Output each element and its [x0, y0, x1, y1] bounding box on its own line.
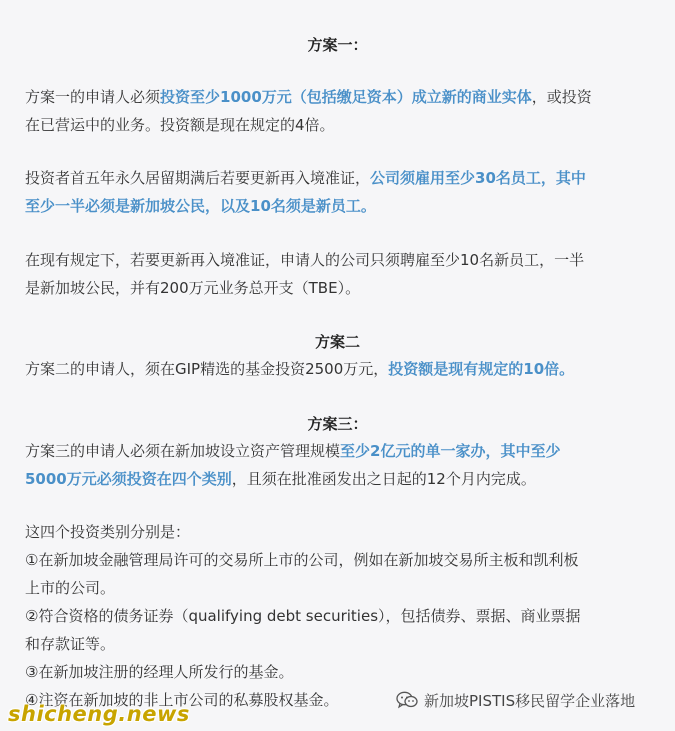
wechat-icon	[396, 691, 418, 709]
wechat-watermark	[396, 690, 635, 710]
plan3-heading: 方案三：	[307, 415, 368, 433]
plan1-highlight-employees: 公司须雇用至少30名员工，其中	[370, 169, 586, 187]
plan2-heading: 方案二	[314, 333, 360, 351]
site-watermark: shicheng.news	[8, 702, 190, 726]
categories-intro: 这四个投资类别分别是：	[25, 523, 191, 541]
wechat-account-name: 新加坡PISTIS移民留学企业落地	[424, 691, 636, 710]
plan2-line1: 方案二的申请人，须在GIP精选的基金投资2500万元，投资额是现有规定的10倍。	[25, 360, 575, 378]
plan1-highlight-citizens: 至少一半必须是新加坡公民，以及10名须是新员工。	[25, 197, 376, 215]
plan1-para2-line2	[25, 196, 665, 216]
plan1-heading: 方案一：	[307, 36, 368, 54]
plan3-line2: 5000万元必须投资在四个类别，且须在批准函发出之日起的12个月内完成。	[25, 470, 536, 488]
category-1-line2: 上市的公司。	[25, 579, 116, 597]
category-2-line2: 和存款证等。	[25, 635, 116, 653]
plan1-para1-line1: 方案一的申请人必须投资至少1000万元（包括缴足资本）成立新的商业实体，或投资	[25, 88, 592, 106]
plan1-para1-line2: 在已营运中的业务。投资额是现在规定的4倍。	[25, 116, 335, 134]
category-4: ④注资在新加坡的非上市公司的私募股权基金。	[25, 691, 339, 709]
plan3-highlight-categories: 5000万元必须投资在四个类别	[25, 470, 232, 488]
category-1-line1: ①在新加坡金融管理局许可的交易所上市的公司，例如在新加坡交易所主板和凯利板	[25, 551, 579, 569]
plan3-line1: 方案三的申请人必须在新加坡设立资产管理规模至少2亿元的单一家办，其中至少	[25, 442, 561, 460]
plan1-para3-line2: 是新加坡公民，并有200万元业务总开支（TBE）。	[25, 279, 361, 297]
plan1-para2-line1: 投资者首五年永久居留期满后若要更新再入境准证，公司须雇用至少30名员工，其中	[25, 169, 586, 187]
category-2-line1: ②符合资格的债务证券（qualifying debt securities），包括债券、票据、商业票据	[25, 607, 581, 625]
category-3: ③在新加坡注册的经理人所发行的基金。	[25, 663, 294, 681]
plan1-highlight-investment: 投资至少1000万元（包括缴足资本）成立新的商业实体	[160, 88, 532, 106]
plan2-highlight: 投资额是现有规定的10倍。	[388, 360, 575, 378]
plan3-highlight-office: 至少2亿元的单一家办，其中至少	[340, 442, 561, 460]
plan1-para3-line1: 在现有规定下，若要更新再入境准证，申请人的公司只须聘雇至少10名新员工，一半	[25, 251, 585, 269]
